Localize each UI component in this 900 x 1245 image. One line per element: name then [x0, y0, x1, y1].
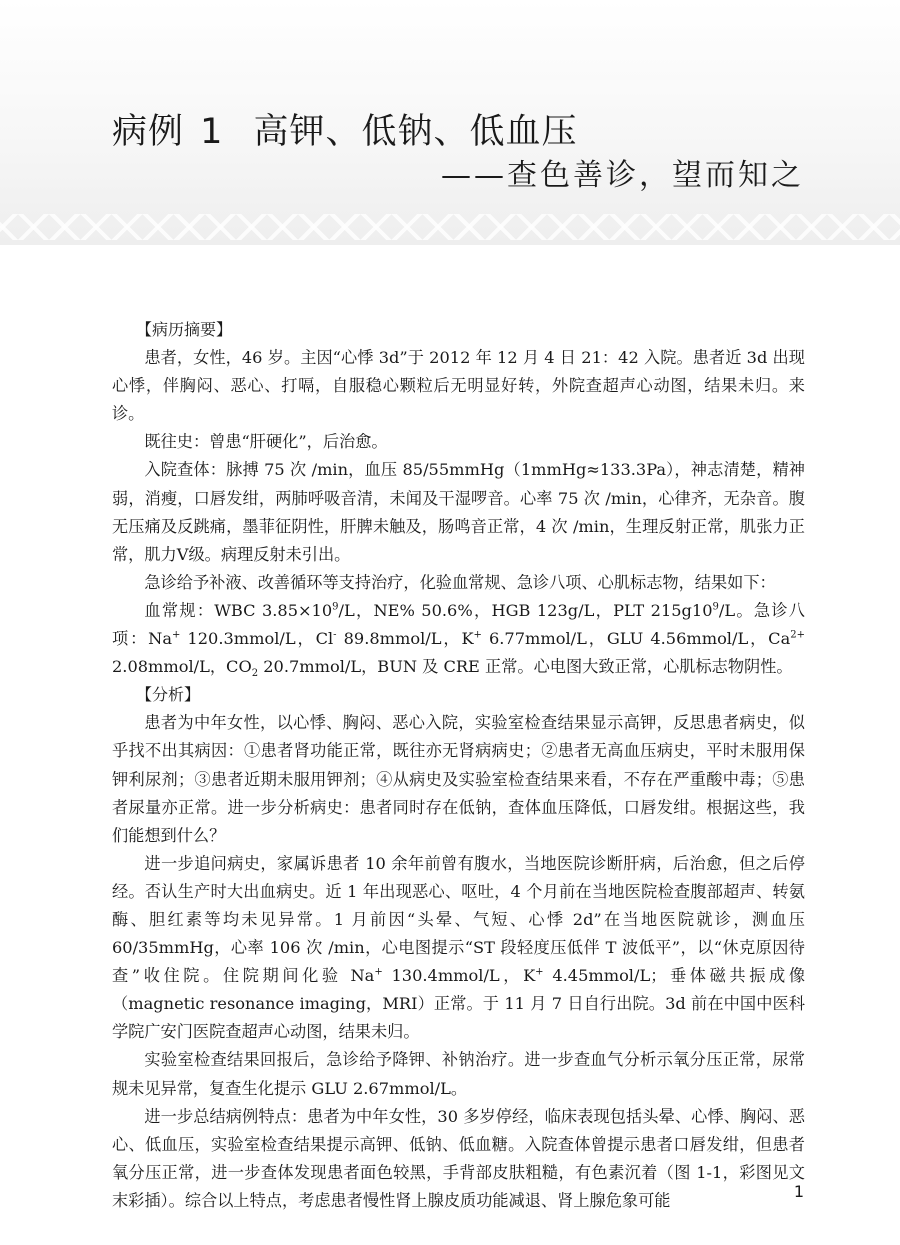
chapter-title [112, 104, 577, 154]
paragraph-further-history: 进一步追问病史，家属诉患者 10 余年前曾有腹水，当地医院诊断肝病，后治愈，但之后停经。否认生产时大出血病史。近 1 年出现恶心、呕吐，4 个月前在当地医院检查腹部超声、转氨酶、胆红素等均未见异常。1 月前因“头晕、气短、心悸 2d”在当地医院就诊，测血压 60/35mmHg，心率 106 次 /min，心电图提示“ST 段轻度压低伴 T 波低平”，以“休克原因待查”收住院。住院期间化验 Na+ 130.4mmol/L，K+ 4.45mmol/L；垂体磁共振成像（magnetic resonance imaging，MRI）正常。于 11 月 7 日自行出院。3d 前在中国中医科学院广安门医院查超声心动图，结果未归。 [112, 853, 806, 1042]
body-text [112, 316, 805, 1215]
paragraph-lab-results: 血常规：WBC $3.85\times 10^9/L$，NE% 50.6%，HGB 123g/L，PLT $215g10^9/L$。急诊八项：Na+ 120.3mmol/L，Cl- 89.8mmol/L，K+ 6.77mmol/L，GLU 4.56mmol/L，$Ca^{2+}$ 2.08mmol/L，$CO_2$ 20.7mmol/L，BUN 及 CRE 正常。心电图大致正常，心肌标志物阴性。 [112, 600, 805, 680]
case-label: 病例 [112, 112, 185, 152]
page-number: 1 [793, 1182, 804, 1201]
paragraph-past-history: 既往史：曾患“肝硬化”，后治愈。 [144, 432, 388, 452]
title-text: 高钾、低钠、低血压 [253, 112, 578, 152]
chapter-subtitle: ——查色善诊，望而知之 [441, 158, 804, 193]
paragraph-emergency-treatment: 急诊给予补液、改善循环等支持治疗，化验血常规、急诊八项、心肌标志物，结果如下： [144, 572, 776, 592]
summary-heading: 【病历摘要】 [136, 320, 233, 339]
paragraph-lab-followup: 实验室检查结果回报后，急诊给予降钾、补钠治疗。进一步查血气分析示氧分压正常，尿常规未见异常，复查生化提示 GLU 2.67mmol/L。 [112, 1050, 805, 1098]
paragraph-case-summary: 进一步总结病例特点：患者为中年女性，30 多岁停经，临床表现包括头晕、心悸、胸闷、恶心、低血压，实验室检查结果提示高钾、低钠、低血糖。入院查体曾提示患者口唇发绀，但患者氧分压正常，进一步查体发现患者面色较黑，手背部皮肤粗糙，有色素沉着（图 1-1，彩图见文末彩插）。综合以上特点，考虑患者慢性肾上腺皮质功能减退、肾上腺危象可能 [112, 1106, 805, 1210]
analysis-heading: 【分析】 [136, 685, 201, 705]
paragraph-physical-exam: 入院查体：脉搏 75 次 /min，血压 85/55mmHg（1mmHg≈133.3Pa），神志清楚，精神弱，消瘦，口唇发绀，两肺呼吸音清，未闻及干湿啰音。心率 75 次 /min，心律齐，无杂音。腹无压痛及反跳痛，墨菲征阴性，肝脾未触及，肠鸣音正常，4 次 /min，生理反射正常，肌张力正常，肌力Ⅴ级。病理反射未引出。 [112, 460, 805, 564]
paragraph-chief-complaint: 患者，女性，46 岁。主因“心悸 3d”于 2012 年 12 月 4 日 21：42 入院。患者近 3d 出现心悸，伴胸闷、恶心、打嗝，自服稳心颗粒后无明显好转，外院查超声心动图，结果未归。来诊。 [112, 348, 805, 424]
chevron-decoration-cross [0, 214, 900, 240]
case-number: 1 [200, 112, 224, 152]
paragraph-analysis: 患者为中年女性，以心悸、胸闷、恶心入院，实验室检查结果显示高钾，反思患者病史，似乎找不出其病因：①患者肾功能正常，既往亦无肾病病史；②患者无高血压病史，平时未服用保钾利尿剂；③患者近期未服用钾剂；④从病史及实验室检查结果来看，不存在严重酸中毒；⑤患者尿量亦正常。进一步分析病史：患者同时存在低钠，查体血压降低，口唇发绀。根据这些，我们能想到什么？ [112, 713, 805, 845]
